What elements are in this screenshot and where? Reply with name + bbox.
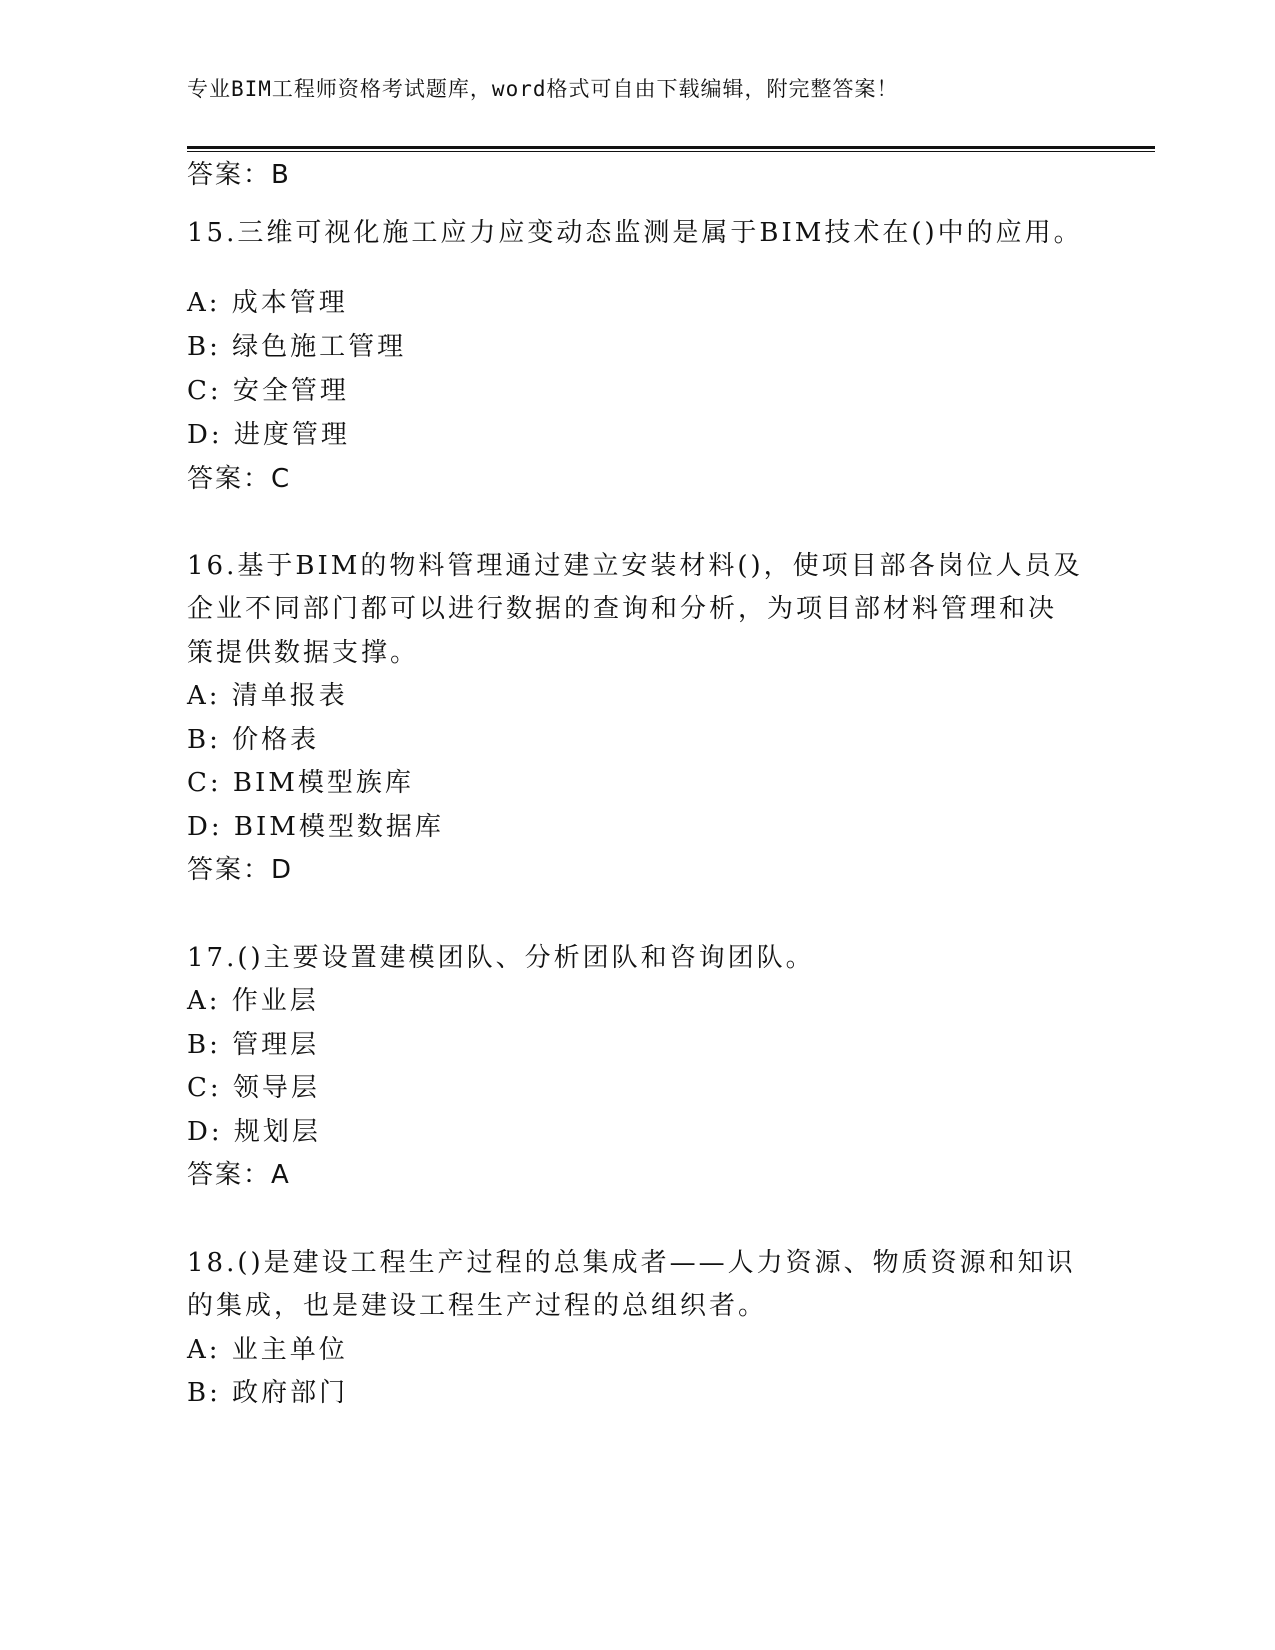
question-18-text-line-2: 的集成，也是建设工程生产过程的总组织者。 (187, 1291, 768, 1321)
question-18-option-a: A: 业主单位 (187, 1335, 348, 1365)
question-17-option-d: D: 规划层 (187, 1117, 321, 1147)
question-18-text-line-1: 18.()是建设工程生产过程的总集成者——人力资源、物质资源和知识 (187, 1248, 1076, 1278)
question-18-option-b: B: 政府部门 (187, 1378, 349, 1408)
header-rule-thick (187, 146, 1155, 149)
question-16-text-line-1: 16.基于BIM的物料管理通过建立安装材料()，使项目部各岗位人员及 (187, 551, 1083, 581)
question-16-option-c: C: BIM模型族库 (187, 768, 414, 798)
question-15-option-d: D: 进度管理 (187, 420, 350, 450)
question-15-option-c: C: 安全管理 (187, 376, 349, 406)
question-16-text-line-2: 企业不同部门都可以进行数据的查询和分析，为项目部材料管理和决 (187, 594, 1058, 624)
question-17-option-c: C: 领导层 (187, 1073, 320, 1103)
question-16-text-line-3: 策提供数据支撑。 (187, 638, 420, 668)
page-header: 专业BIM工程师资格考试题库，word格式可自由下载编辑，附完整答案！ (187, 77, 899, 101)
question-17-option-b: B: 管理层 (187, 1030, 320, 1060)
question-15-answer: 答案：C (187, 464, 292, 494)
question-17-answer: 答案：A (187, 1160, 291, 1190)
question-15-option-a: A: 成本管理 (187, 288, 348, 318)
question-17-option-a: A: 作业层 (187, 986, 319, 1016)
question-15-text: 15.三维可视化施工应力应变动态监测是属于BIM技术在()中的应用。 (187, 218, 1083, 248)
question-17-text: 17.()主要设置建模团队、分析团队和咨询团队。 (187, 943, 815, 973)
header-rule-thin (187, 151, 1155, 152)
answer-line: 答案：B (187, 160, 291, 190)
question-15-option-b: B: 绿色施工管理 (187, 332, 407, 362)
question-16-option-a: A: 清单报表 (187, 681, 348, 711)
question-16-answer: 答案：D (187, 855, 294, 885)
question-16-option-b: B: 价格表 (187, 725, 320, 755)
question-16-option-d: D: BIM模型数据库 (187, 812, 444, 842)
